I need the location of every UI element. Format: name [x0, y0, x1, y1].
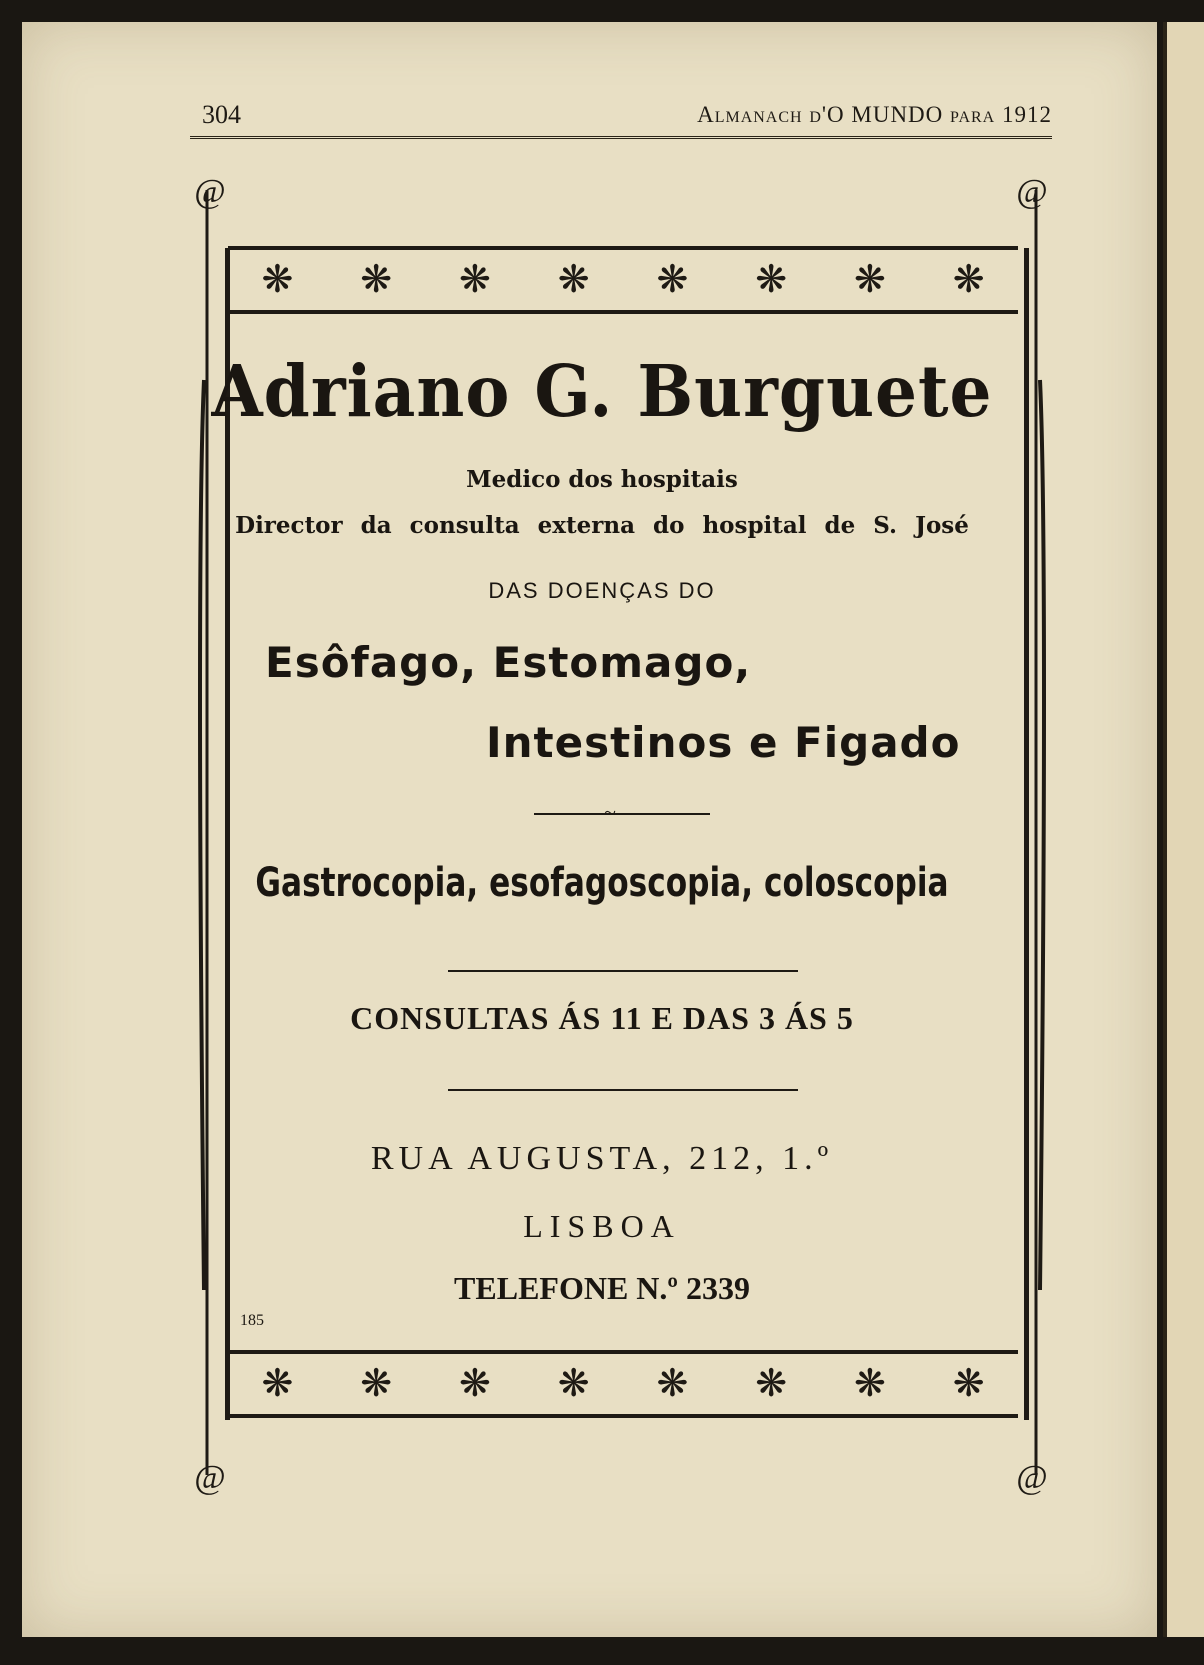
scroll-ornament-top-right: @ [1016, 173, 1048, 210]
star-ornament: ❋ [656, 259, 689, 301]
star-ornament: ❋ [261, 1363, 294, 1405]
divider-rule [448, 970, 798, 972]
imprint-mark: 185 [240, 1312, 264, 1329]
divider-rule [448, 1089, 798, 1091]
star-ornament: ❋ [261, 259, 294, 301]
star-band-bottom [228, 1350, 1018, 1418]
star-ornament: ❋ [360, 1363, 393, 1405]
consulting-hours: CONSULTAS ÁS 11 E DAS 3 ÁS 5 [350, 1000, 854, 1036]
star-ornament: ❋ [458, 259, 491, 301]
star-ornament: ❋ [853, 1363, 886, 1405]
star-ornament: ❋ [755, 1363, 788, 1405]
star-ornament: ❋ [952, 1363, 985, 1405]
divider-rule [534, 813, 710, 815]
star-ornament: ❋ [360, 259, 393, 301]
scroll-ornament-bottom-left: @ [194, 1459, 226, 1496]
procedures: Gastrocopia, esofagoscopia, coloscopia [255, 860, 949, 906]
scroll-ornament-top-left: @ [194, 173, 226, 210]
diseases-intro: DAS DOENÇAS DO [488, 578, 716, 603]
telephone: TELEFONE N.º 2339 [454, 1270, 750, 1306]
doctor-title: Medico dos hospitais [466, 466, 738, 493]
page-number: 304 [202, 100, 241, 129]
star-ornament: ❋ [656, 1363, 689, 1405]
star-ornament: ❋ [952, 259, 985, 301]
star-ornament: ❋ [853, 259, 886, 301]
scroll-ornament-bottom-right: @ [1016, 1459, 1048, 1496]
star-ornament: ❋ [557, 259, 590, 301]
organs-line-1: Esôfago, Estomago, [265, 638, 752, 687]
star-ornament: ❋ [557, 1363, 590, 1405]
organs-line-2: Intestinos e Figado [486, 718, 961, 767]
city: LISBOA [523, 1208, 681, 1244]
star-ornament: ❋ [755, 259, 788, 301]
doctor-position: Director da consulta externa do hospital de S. José [235, 512, 969, 539]
star-ornament: ❋ [458, 1363, 491, 1405]
doctor-name: Adriano G. Burguete [211, 348, 993, 434]
star-band-top [228, 246, 1018, 314]
running-title: Almanach d'O MUNDO para 1912 [697, 102, 1052, 127]
address: RUA AUGUSTA, 212, 1.º [370, 1140, 834, 1177]
divider-ornament: ~ [604, 800, 616, 825]
